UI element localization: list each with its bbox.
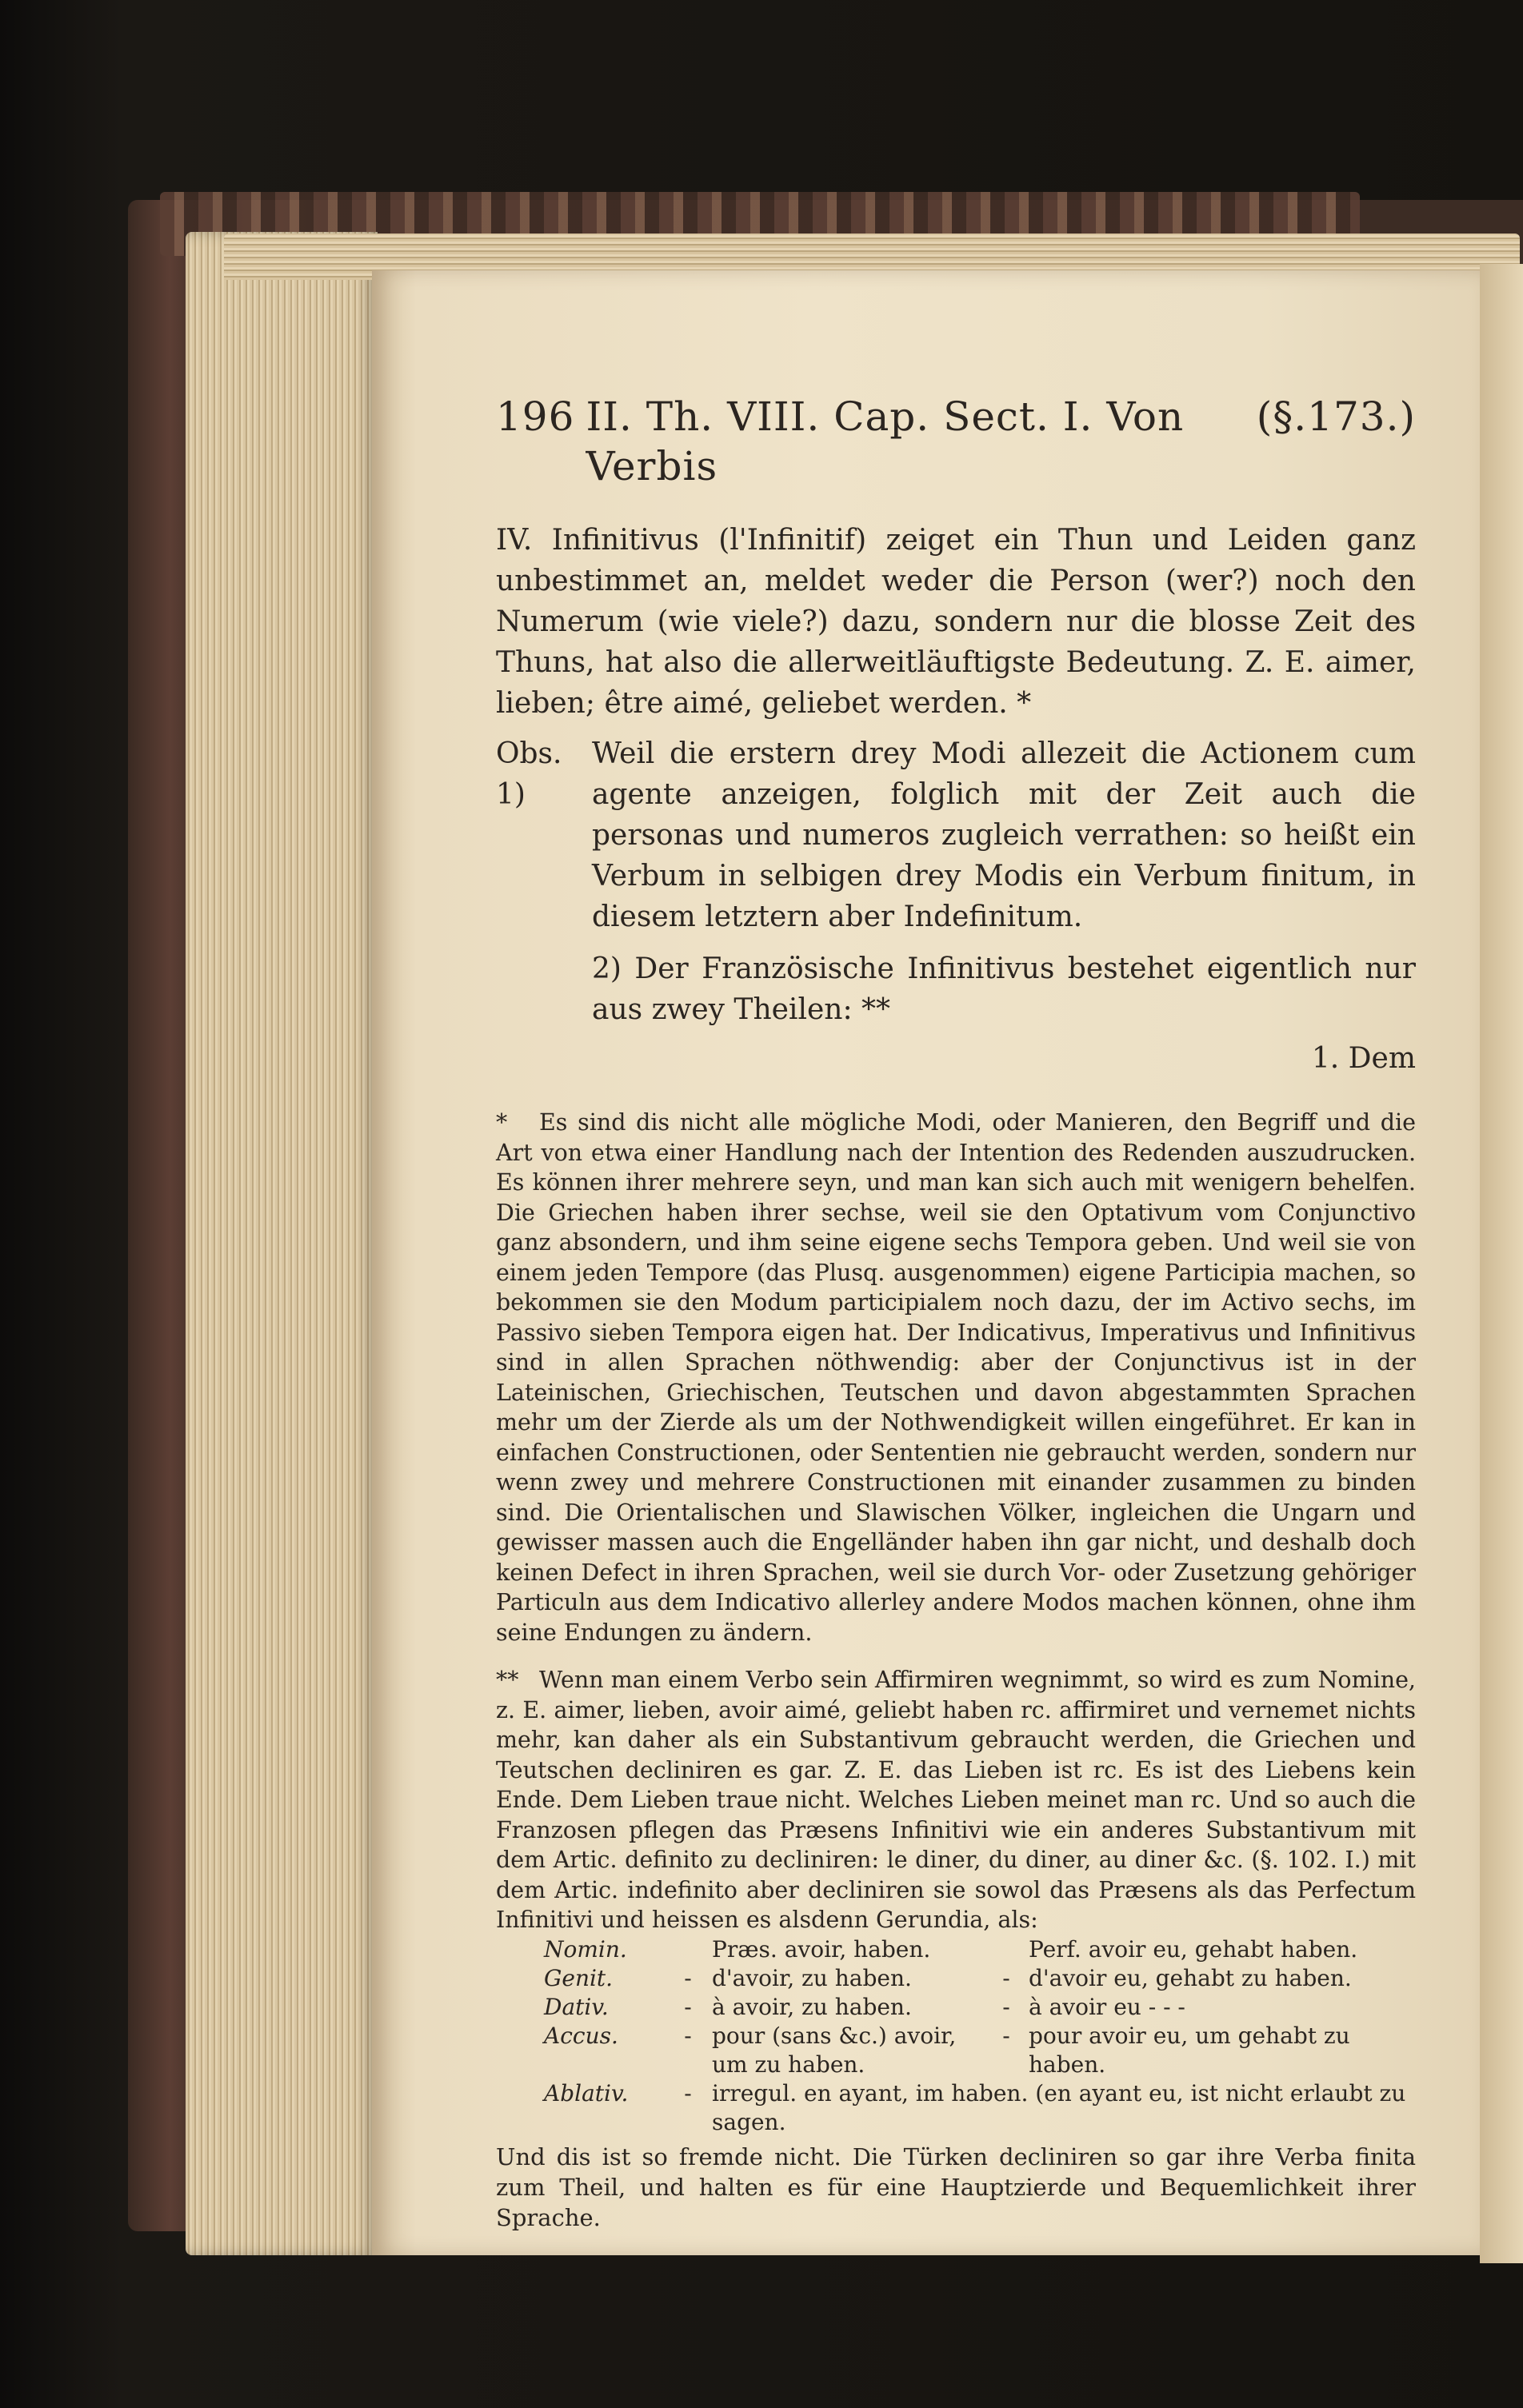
observation-1-text: Weil die erstern drey Modi allezeit die Actionem cum agente anzeigen, folglich mit der Zeit auch die personas und numeros zugleich verrathen: so heißt ein Verbum in selbigen drey Modis ein Verbum finitum, in diesem letztern aber Indefinitum. xyxy=(592,737,1416,933)
perfect-form: Perf. avoir eu, gehabt haben. xyxy=(1029,1935,1358,1963)
footnote-2-text: Wenn man einem Verbo sein Affirmiren wegnimmt, so wird es zum Nomine, z. E. aimer, lieben, avoir aimé, geliebt haben rc. affirmiret und vernemet nichts mehr, kan daher als ein Substantivum gebraucht werden, die Griechen und Teutschen decliniren es gar. Z. E. das Lieben ist rc. Es ist des Liebens kein Ende. Dem Lieben traue nicht. Welches Lieben meinet man rc. Und so auch die Franzosen pflegen das Præsens Infinitivi wie ein anderes Substantivum mit dem Artic. definito zu decliniren: le diner, du diner, au diner &c. (§. 102. I.) mit dem Artic. indefinito aber decliniren sie sowol das Præsens als das Perfectum Infinitivi und heissen es alsdenn Gerundia, als: xyxy=(496,1667,1416,1933)
footnote-1-mark: * xyxy=(496,1109,508,1136)
running-header xyxy=(496,392,1416,491)
present-form: à avoir, zu haben. xyxy=(712,1993,912,2020)
table-row xyxy=(544,1935,1416,1964)
gerund-paradigm-table xyxy=(544,1935,1416,2137)
case-label: Genit. xyxy=(544,1964,614,1991)
running-title: II. Th. VIII. Cap. Sect. I. Von Verbis xyxy=(586,393,1185,489)
table-row: Accus. - pour (sans &c.) avoir, um zu haben. - pour avoir eu, um gehabt zu haben. xyxy=(544,2022,1416,2079)
perfect-form: pour avoir eu, um gehabt zu haben. xyxy=(1029,2022,1350,2078)
footnote-1-text: Es sind dis nicht alle mögliche Modi, oder Manieren, den Begriff und die Art von etwa einer Handlung nach der Intention des Redenden auszudrucken. Es können ihrer mehrere seyn, und man kan sich auch mit wenigern behelfen. Die Griechen haben ihrer sechse, weil sie den Optativum vom Conjunctivo ganz absondern, und ihm seine eigene sechs Tempora geben. Und weil sie von einem jeden Tempore (das Plusq. ausgenommen) eigene Participia machen, so bekommen sie den Modum participialem noch dazu, der im Activo sechs, im Passivo sieben Tempora eigen hat. Der Indicativus, Imperativus und Infinitivus sind in allen Sprachen nöthwendig: aber der Conjunctivus ist in der Lateinischen, Griechischen, Teutschen und davon abgestammten Sprachen mehr um der Zierde als um der Nothwendigkeit willen eingeführet. Er kan in einfachen Constructionen, oder Sententien nie gebraucht werden, sondern nur wenn zwey und mehrere Constructionen mit einander zusammen zu binden sind. Die Orientalischen und Slawischen Völker, ingleichen die Ungarn und gewisser massen auch die Engelländer haben ihn gar nicht, und deshalb doch keinen Defect in ihren Sprachen, weil sie durch Vor- oder Zusetzung gehöriger Particuln aus dem Indicativo allerley andere Modos machen können, ohne ihm seine Endungen zu ändern. xyxy=(496,1109,1416,1646)
footnote-2-mark: ** xyxy=(496,1667,519,1693)
case-label: Ablativ. xyxy=(544,2079,629,2107)
case-label: Nomin. xyxy=(544,1935,627,1963)
page-number: 196 xyxy=(496,393,575,440)
case-label: Accus. xyxy=(544,2022,618,2049)
catchword: 1. Dem xyxy=(1311,1042,1416,1075)
page-content xyxy=(496,392,1416,2233)
table-row: Genit. - d'avoir, zu haben. - d'avoir eu, gehabt zu haben. xyxy=(544,1964,1416,1993)
table-row: Ablativ. - irregul. en ayant, im haben. (en ayant eu, ist nicht erlaubt zu sagen. xyxy=(544,2079,1416,2137)
perfect-form: d'avoir eu, gehabt zu haben. xyxy=(1029,1964,1352,1991)
present-form: d'avoir, zu haben. xyxy=(712,1964,912,1991)
facing-page-edge xyxy=(1480,264,1523,2263)
present-form: pour (sans &c.) avoir, um zu haben. xyxy=(712,2022,957,2078)
table-row: Dativ. - à avoir, zu haben. - à avoir eu - - - xyxy=(544,1993,1416,2022)
footnote-2-conclusion: Und dis ist so fremde nicht. Die Türken decliniren so gar ihre Verba finita zum Theil, und halten es für eine Hauptzierde und Bequemlichkeit ihrer Sprache. xyxy=(496,2142,1416,2231)
footnote-2 xyxy=(496,1665,1416,1935)
case-label: Dativ. xyxy=(544,1993,609,2020)
footnote-1 xyxy=(496,1108,1416,1647)
present-form: Præs. avoir, haben. xyxy=(712,1935,931,1963)
observation-label: Obs. 1) xyxy=(496,737,562,811)
perfect-form: à avoir eu - - - xyxy=(1029,1993,1185,2020)
observation-2-text: 2) Der Französische Infinitivus bestehet eigentlich nur aus zwey Theilen: ** xyxy=(592,952,1416,1026)
paragraph-iv: IV. Infinitivus (l'Infinitif) zeiget ein Thun und Leiden ganz unbestimmet an, meldet weder die Person (wer?) noch den Numerum (wie viele?) dazu, sondern nur die blosse Zeit des Thuns, hat also die allerweitläuftigste Bedeutung. Z. E. aimer, lieben; être aimé, geliebet werden. * xyxy=(496,524,1416,720)
observation-1 xyxy=(496,733,1416,937)
page-block-edge xyxy=(186,232,378,2255)
section-reference: (§.173.) xyxy=(1256,393,1416,440)
present-form: irregul. en ayant, im haben. (en ayant eu, ist nicht erlaubt zu sagen. xyxy=(712,2079,1406,2135)
